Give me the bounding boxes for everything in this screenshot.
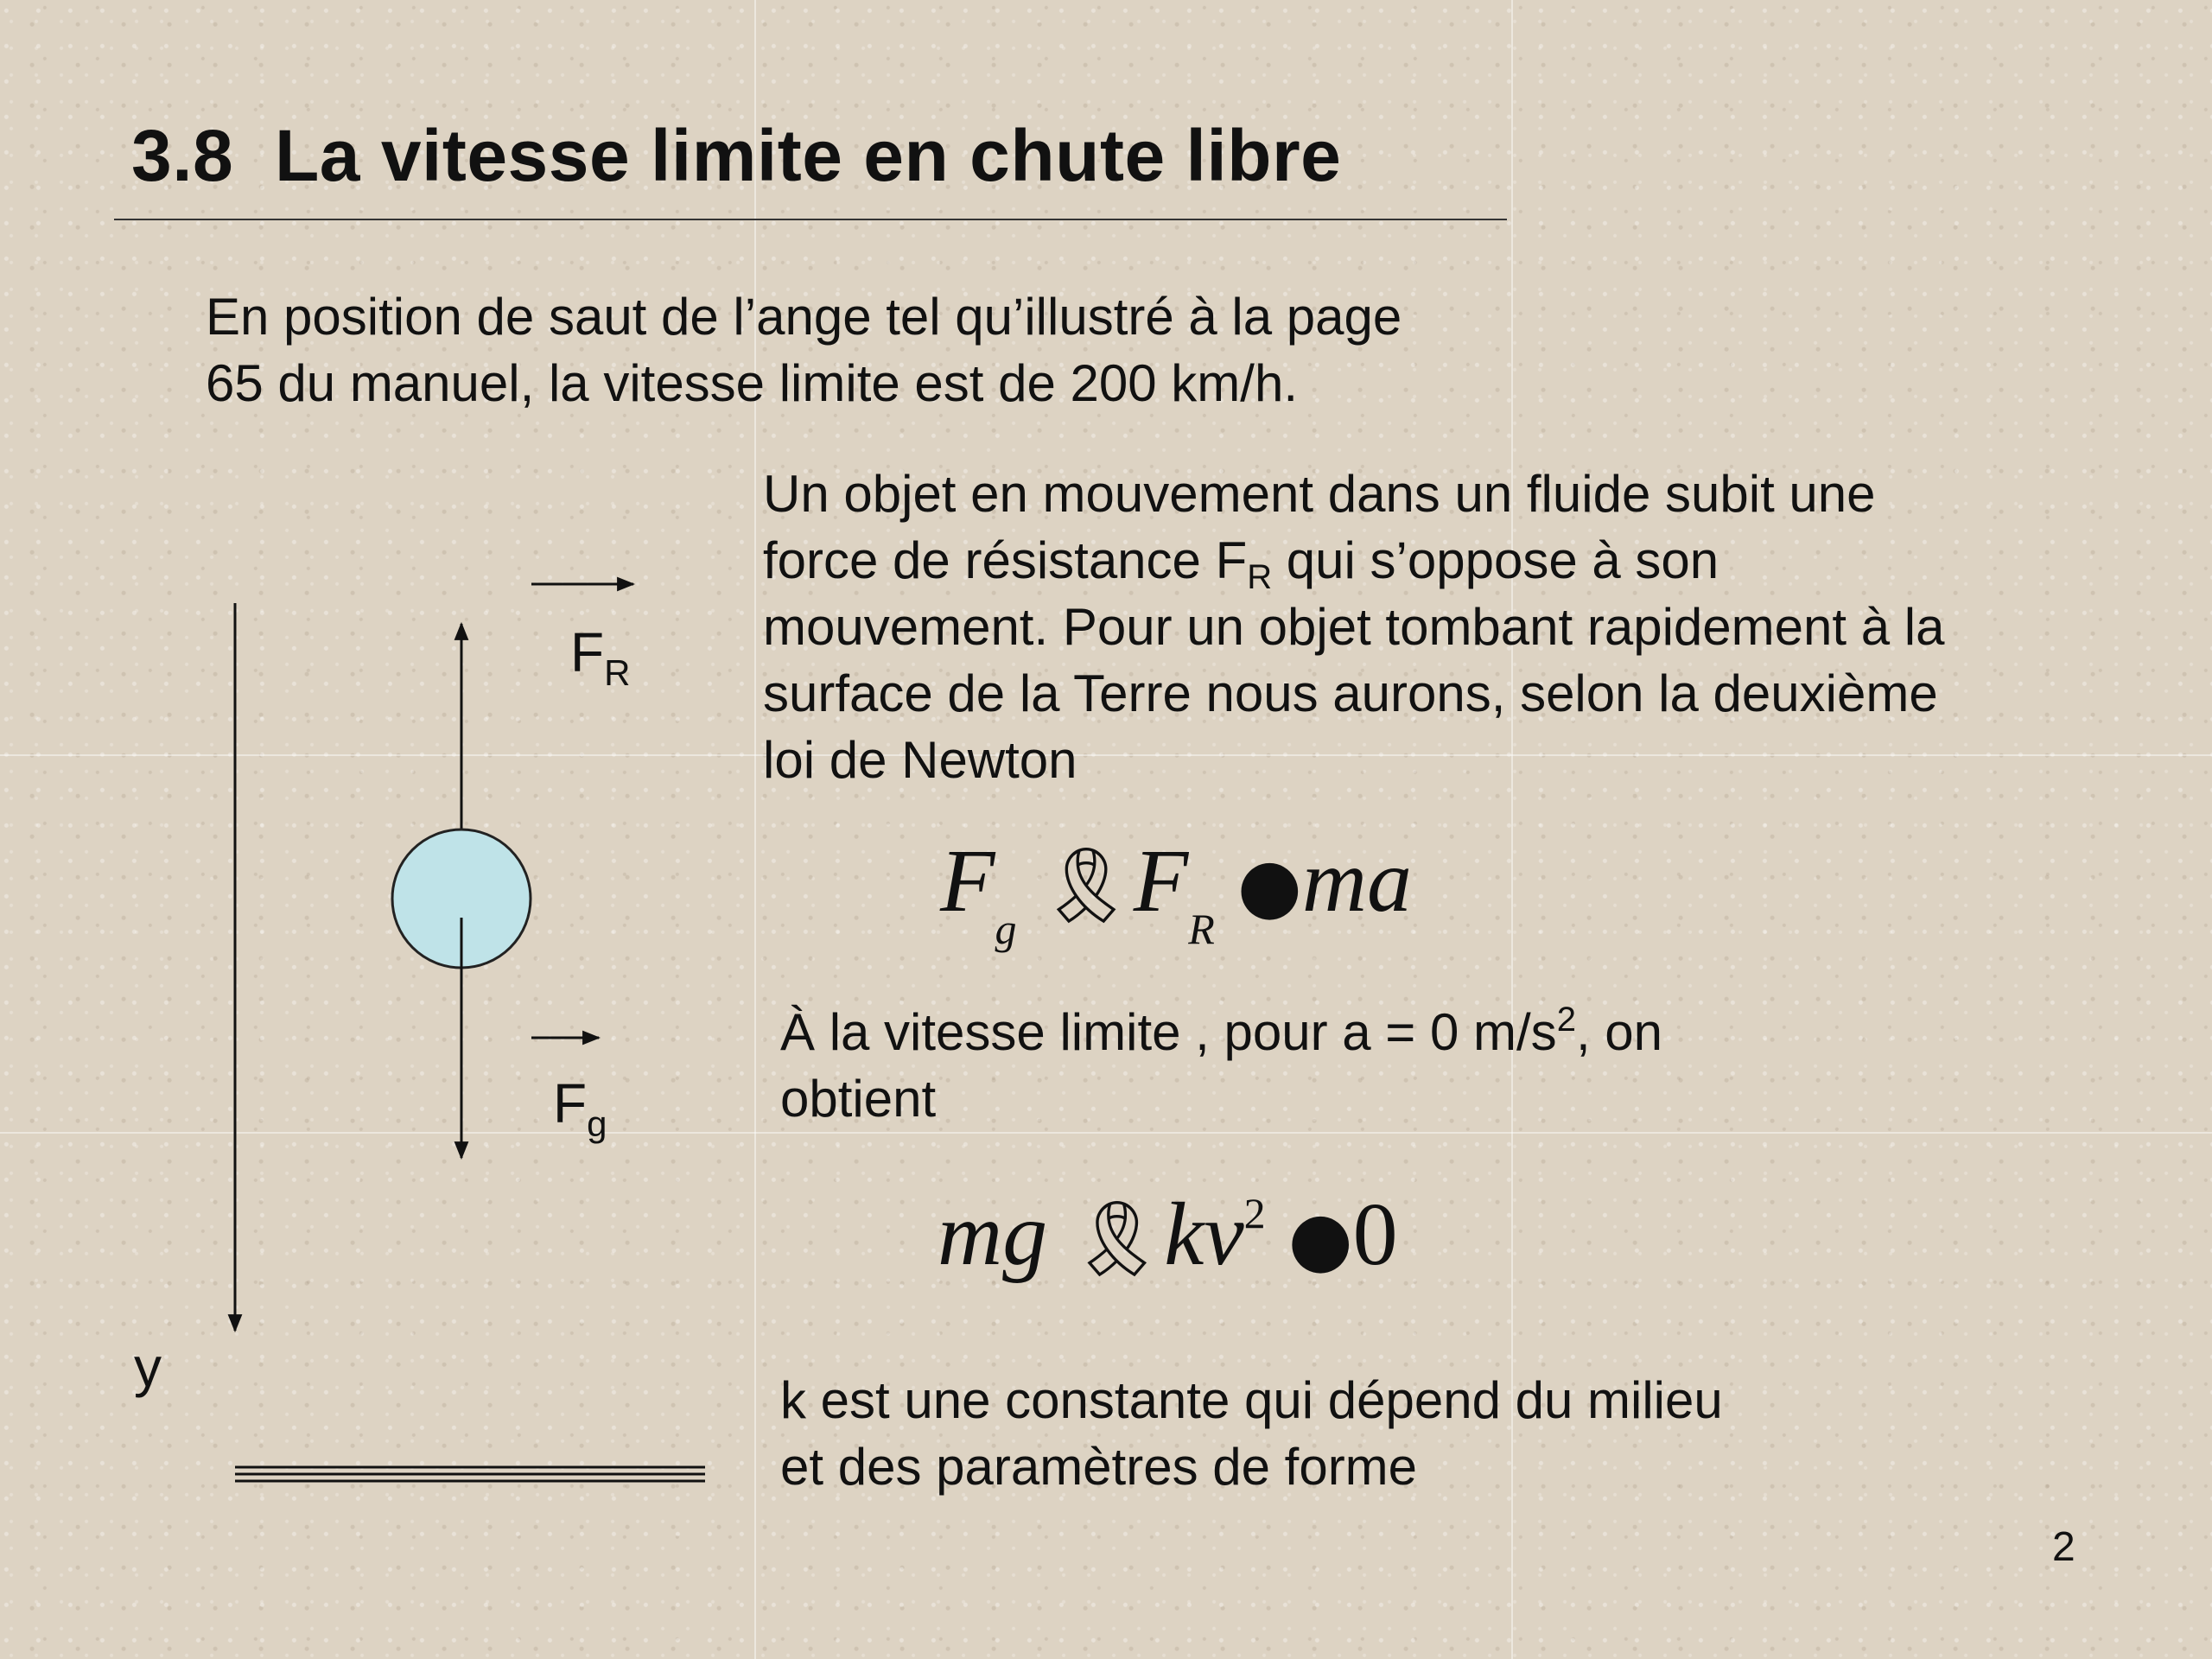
force-symbol: F [570,621,605,683]
force-subscript: R [604,652,631,693]
desc-line: loi de Newton [763,731,1077,789]
desc-line: Un objet en mouvement dans un fluide subit une [763,465,1876,523]
eq-lhs: mg [938,1185,1048,1284]
limit-line: obtient [780,1070,937,1128]
eq-operator-glyph: 🎗 [1070,1196,1165,1282]
eq-operator-glyph: 🎗 [1039,842,1134,929]
force-symbol: F [553,1072,588,1135]
superscript: 2 [1556,1001,1576,1039]
k-line: et des paramètres de forme [780,1438,1418,1496]
y-axis-label: y [134,1336,162,1398]
eq-symbol-F: F [1133,831,1189,931]
intro-line: 65 du manuel, la vitesse limite est de 200 km/h. [206,354,1298,412]
eq-rhs: 0 [1352,1185,1398,1284]
desc-line: mouvement. Pour un objet tombant rapidement à la [763,598,1945,656]
page-number: 2 [2052,1524,2075,1570]
eq-subscript: g [995,905,1017,953]
intro-line: En position de saut de l’ange tel qu’illustré à la page [206,288,1402,346]
desc-text: force de résistance F [763,531,1248,589]
eq-operator-glyph: ● [1236,842,1302,929]
force-subscript: g [587,1103,607,1144]
desc-line: surface de la Terre nous aurons, selon la deuxième [763,664,1938,722]
eq-term: kv [1164,1185,1244,1284]
limit-text: À la vitesse limite , pour a = 0 m/s [780,1003,1557,1061]
eq-subscript: R [1188,905,1215,953]
subscript: R [1247,558,1273,596]
eq-operator-glyph: ● [1287,1196,1353,1282]
eq-symbol-F: F [940,831,995,931]
limit-text: , on [1575,1003,1663,1061]
eq-exponent: 2 [1243,1189,1266,1237]
resistance-force-label [570,620,631,693]
k-line: k est une constante qui dépend du milieu [780,1371,1723,1429]
eq-rhs: ma [1301,831,1412,931]
slide-title: 3.8 La vitesse limite en chute libre [131,115,1342,196]
desc-text: qui s’oppose à son [1272,531,1719,589]
gravity-force-label [553,1071,607,1144]
